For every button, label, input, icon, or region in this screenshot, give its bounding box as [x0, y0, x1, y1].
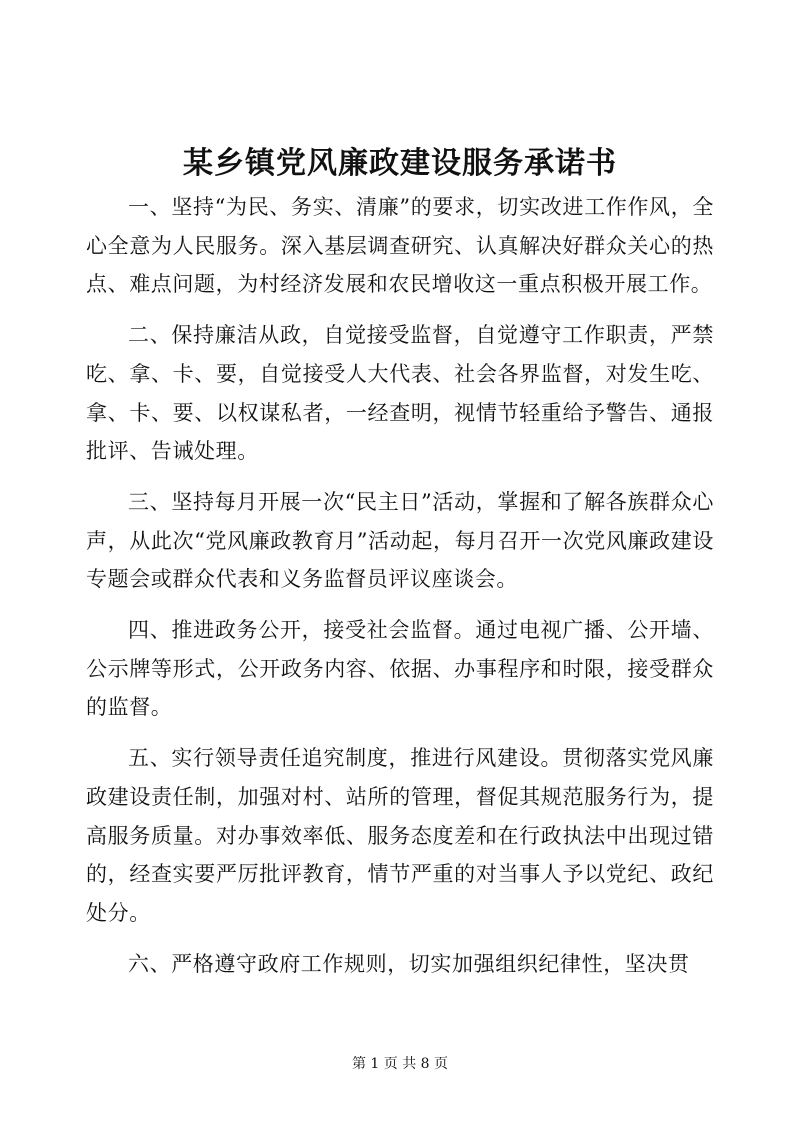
- paragraph-2: 二、保持廉洁从政，自觉接受监督，自觉遵守工作职责，严禁吃、拿、卡、要，自觉接受人大代表、社会各界监督，对发生吃、拿、卡、要、以权谋私者，一经查明，视情节轻重给予警告、通报批评、告诫处理。: [86, 323, 714, 464]
- paragraph-6: 六、严格遵守政府工作规则，切实加强组织纪律性，坚决贯: [128, 951, 690, 976]
- paragraph-5: 五、实行领导责任追究制度，推进行风建设。贯彻落实党风廉政建设责任制，加强对村、站所的管理，督促其规范服务行为，提高服务质量。对办事效率低、服务态度差和在行政执法中出现过错的，经查实要严厉批评教育，情节严重的对当事人予以党纪、政纪处分。: [86, 746, 714, 925]
- paragraph-3: 三、坚持每月开展一次“民主日”活动，掌握和了解各族群众心声，从此次“党风廉政教育月”活动起，每月召开一次党风廉政建设专题会或群众代表和义务监督员评议座谈会。: [86, 489, 714, 592]
- page-number-footer: 第 1 页 共 8 页: [351, 1056, 449, 1072]
- paragraph-1: 一、坚持“为民、务实、清廉”的要求，切实改进工作作风，全心全意为人民服务。深入基层调查研究、认真解决好群众关心的热点、难点问题，为村经济发展和农民增收这一重点积极开展工作。: [86, 195, 714, 297]
- document-body: [86, 188, 714, 995]
- document-title: 某乡镇党风廉政建设服务承诺书: [183, 146, 617, 181]
- paragraph-4: 四、推进政务公开，接受社会监督。通过电视广播、公开墙、公示牌等形式，公开政务内容、依据、办事程序和时限，接受群众的监督。: [86, 618, 714, 720]
